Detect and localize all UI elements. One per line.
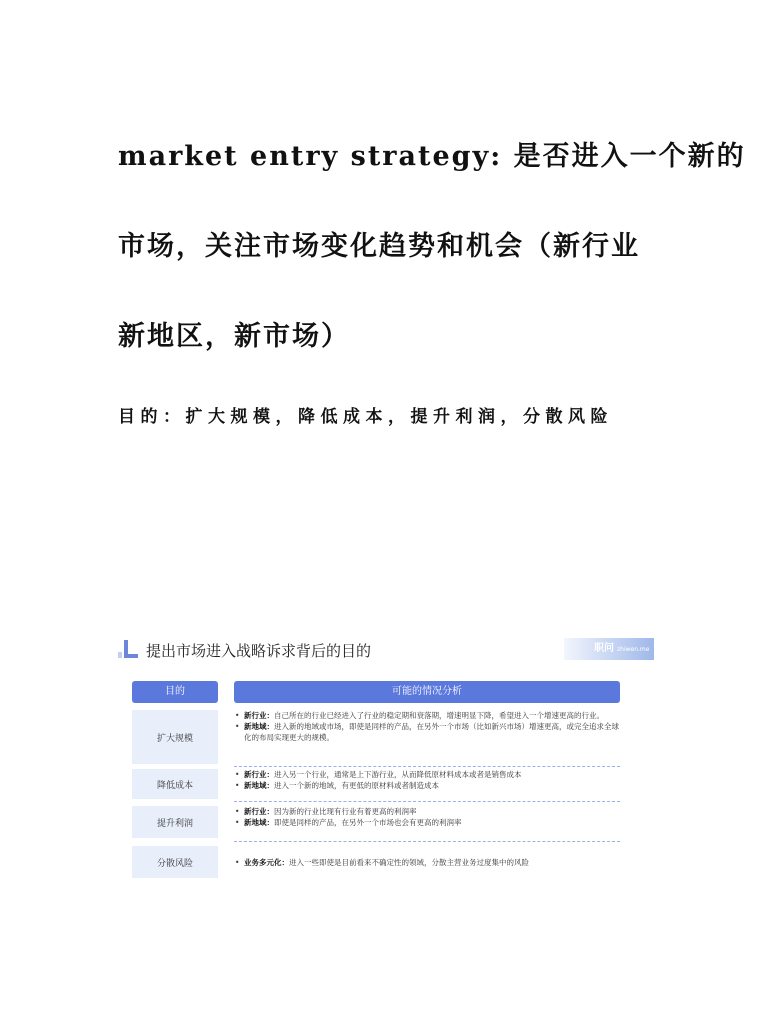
analysis-item <box>244 817 620 828</box>
analysis-item <box>244 780 620 791</box>
analysis-cell <box>234 710 620 764</box>
item-label: 业务多元化： <box>244 857 289 867</box>
brand-badge <box>564 638 654 660</box>
item-text: 进入一个新的地域，有更低的原材料或者制造成本 <box>274 781 439 790</box>
row-divider <box>234 766 620 767</box>
row-divider <box>234 841 620 842</box>
analysis-item <box>244 857 529 868</box>
item-label: 新地域： <box>244 781 274 790</box>
item-text: 进入一些即使是目前看来不确定性的领域，分散主营业务过度集中的风险 <box>289 857 529 867</box>
item-label: 新地域： <box>244 722 274 731</box>
item-text: 进入新的地域或市场，即使是同样的产品，在另外一个市场（比如新兴市场）增速更高，或完全追求全球化的布局实现更大的规模。 <box>244 722 619 742</box>
heading-line: 市场，关注市场变化趋势和机会（新行业 <box>118 231 640 262</box>
goal-cell: 提升利润 <box>132 806 218 838</box>
item-label: 新行业： <box>244 807 274 816</box>
document-heading <box>118 112 746 382</box>
row-divider <box>234 801 620 802</box>
goal-cell: 分散风险 <box>132 846 218 878</box>
slide-logo-icon <box>118 640 136 660</box>
table-row <box>132 710 620 764</box>
goal-cell: 扩大规模 <box>132 710 218 764</box>
item-text: 因为新的行业比现有行业有着更高的利润率 <box>274 807 417 816</box>
heading-line: market entry strategy: 是否进入一个新的 <box>118 141 746 172</box>
table-row <box>132 769 620 799</box>
item-text: 自己所在的行业已经进入了行业的稳定期和衰落期，增速明显下降，希望进入一个增速更高的行业。 <box>274 711 604 720</box>
column-header-analysis: 可能的情况分析 <box>234 681 620 703</box>
analysis-item <box>244 769 620 780</box>
embedded-slide-image <box>114 628 654 888</box>
analysis-cell <box>234 806 620 838</box>
brand-domain: zhiwen.me <box>617 646 650 653</box>
item-label: 新行业： <box>244 770 274 779</box>
heading-line: 新地区，新市场） <box>118 321 350 352</box>
table-row <box>132 846 620 878</box>
table-row <box>132 806 620 838</box>
column-header-goal: 目的 <box>132 681 218 703</box>
item-label: 新行业： <box>244 711 274 720</box>
item-text: 进入另一个行业，通常是上下游行业，从而降低原材料成本或者是销售成本 <box>274 770 522 779</box>
brand-name: 职问 <box>594 643 614 654</box>
item-text: 即使是同样的产品，在另外一个市场也会有更高的利润率 <box>274 818 462 827</box>
analysis-item <box>244 710 620 721</box>
item-label: 新地域： <box>244 818 274 827</box>
analysis-cell <box>234 769 620 799</box>
slide-title: 提出市场进入战略诉求背后的目的 <box>146 642 372 660</box>
analysis-cell <box>234 846 620 878</box>
purpose-line: 目的：扩大规模，降低成本，提升利润，分散风险 <box>118 407 613 427</box>
analysis-item <box>244 721 620 743</box>
analysis-item <box>244 806 620 817</box>
goal-cell: 降低成本 <box>132 769 218 799</box>
